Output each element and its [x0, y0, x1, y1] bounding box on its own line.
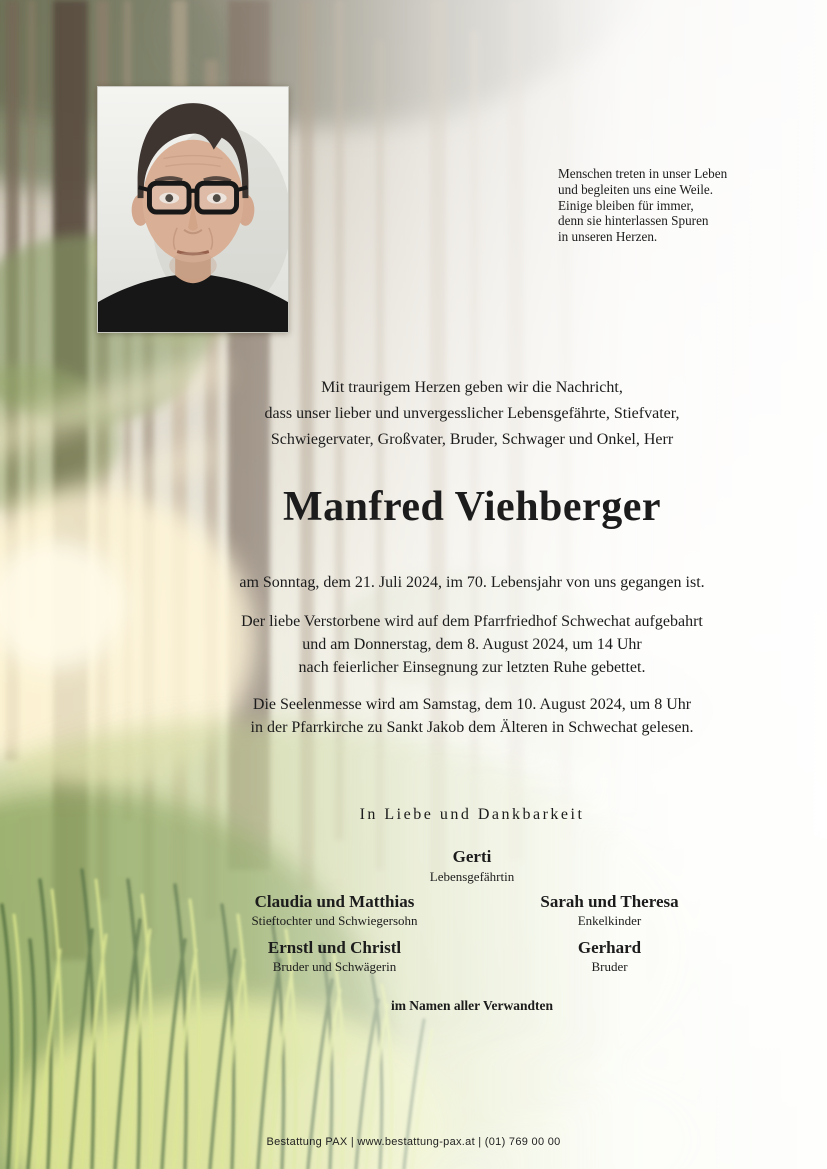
mourner-name: Claudia und Matthias [254, 892, 415, 911]
mourner-name: Gerti [452, 847, 492, 866]
mourner-primary [118, 846, 826, 885]
death-date-line: am Sonntag, dem 21. Juli 2024, im 70. Lebensjahr von uns gegangen ist. [239, 574, 705, 591]
announcement-line: dass unser lieber und unvergesslicher Lebensgefährte, Stiefvater, [264, 405, 680, 422]
portrait-photo [97, 86, 289, 333]
poem-line: und begleiten uns eine Weile. [558, 181, 714, 197]
mourner-item [472, 891, 747, 929]
mourners-list [197, 891, 747, 975]
announcement-line: Mit traurigem Herzen geben wir die Nachricht, [321, 379, 623, 396]
mourner-item [472, 937, 747, 975]
mourner-relation: Bruder und Schwägerin [272, 959, 397, 974]
mourner-item [197, 937, 472, 975]
funeral-line: Der liebe Verstorbene wird auf dem Pfarrfriedhof Schwechat aufgebahrt [241, 613, 703, 630]
seelenmesse-details [118, 693, 826, 739]
mourner-name: Ernstl und Christl [267, 938, 402, 957]
mourner-relation: Lebensgefährtin [429, 869, 515, 884]
mourner-name: Sarah und Theresa [540, 892, 679, 911]
mourner-relation: Stieftochter und Schwiegersohn [251, 913, 418, 928]
closing-line: im Namen aller Verwandten [390, 998, 554, 1013]
funeral-details [118, 610, 826, 679]
deceased-name: Manfred Viehberger [283, 484, 661, 530]
poem-line: Einige bleiben für immer, [558, 197, 694, 213]
mourner-relation: Bruder [591, 959, 628, 974]
funeral-home-footer: Bestattung PAX | www.bestattung-pax.at | (01) 769 00 00 [266, 1136, 561, 1148]
mourner-name: Gerhard [577, 938, 642, 957]
portrait-illustration [98, 87, 288, 332]
mourner-relation: Enkelkinder [577, 913, 642, 928]
mass-line: in der Pfarrkirche zu Sankt Jakob dem Älteren in Schwechat gelesen. [250, 719, 694, 736]
poem-line: Menschen treten in unser Leben [558, 166, 728, 181]
mourner-item [197, 891, 472, 929]
poem-line: denn sie hinterlassen Spuren [558, 213, 709, 229]
mass-line: Die Seelenmesse wird am Samstag, dem 10. August 2024, um 8 Uhr [252, 696, 692, 713]
funeral-line: und am Donnerstag, dem 8. August 2024, um 14 Uhr [302, 636, 642, 653]
poem-line: in unseren Herzen. [558, 229, 658, 245]
farewell-line: In Liebe und Dankbarkeit [359, 806, 585, 823]
funeral-line: nach feierlicher Einsegnung zur letzten Ruhe gebettet. [298, 659, 646, 676]
announcement-line: Schwiegervater, Großvater, Bruder, Schwager und Onkel, Herr [270, 431, 674, 448]
announcement-text [118, 375, 826, 453]
memorial-poem [558, 166, 727, 245]
